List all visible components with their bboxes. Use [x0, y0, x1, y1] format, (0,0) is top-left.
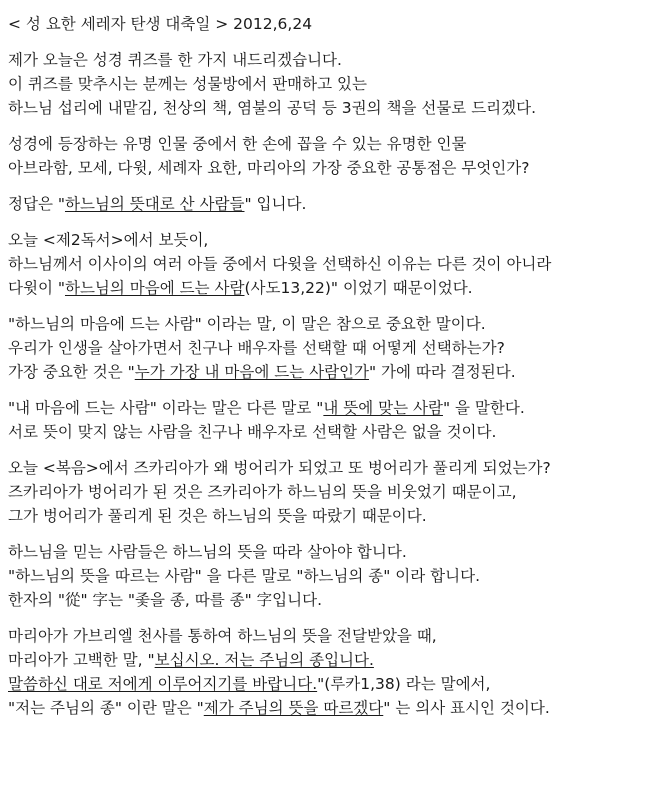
document-body: [8, 48, 662, 720]
text-line: [8, 624, 662, 648]
text-segment: 가장 중요한 것은 ": [8, 363, 135, 381]
paragraph: [8, 228, 662, 300]
text-line: [8, 696, 662, 720]
text-line: [8, 156, 662, 180]
text-segment: 오늘 <복음>에서 즈카리아가 왜 벙어리가 되었고 또 벙어리가 풀리게 되었는가?: [8, 459, 551, 477]
text-line: [8, 96, 662, 120]
text-segment: 다윗이 ": [8, 279, 65, 297]
text-line: [8, 420, 662, 444]
text-segment: 그가 벙어리가 풀리게 된 것은 하느님의 뜻을 따랐기 때문이다.: [8, 507, 427, 525]
text-segment: 아브라함, 모세, 다윗, 세례자 요한, 마리아의 가장 중요한 공통점은 무엇인가?: [8, 159, 530, 177]
text-segment: "하느님의 마음에 드는 사람" 이라는 말, 이 말은 참으로 중요한 말이다.: [8, 315, 486, 333]
text-segment: 마리아가 고백한 말, ": [8, 651, 155, 669]
text-segment: 제가 오늘은 성경 퀴즈를 한 가지 내드리겠습니다.: [8, 51, 342, 69]
text-segment: 하느님 섭리에 내맡김, 천상의 책, 염불의 공덕 등 3권의 책을 선물로 드리겠다.: [8, 99, 537, 117]
text-segment: 성경에 등장하는 유명 인물 중에서 한 손에 꼽을 수 있는 유명한 인물: [8, 135, 467, 153]
text-line: [8, 48, 662, 72]
text-line: [8, 360, 662, 384]
paragraph: [8, 192, 662, 216]
text-segment: " 가에 따라 결정된다.: [369, 363, 516, 381]
text-segment: 하느님께서 이사이의 여러 아들 중에서 다윗을 선택하신 이유는 다른 것이 아니라: [8, 255, 552, 273]
text-segment: 우리가 인생을 살아가면서 친구나 배우자를 선택할 때 어떻게 선택하는가?: [8, 339, 505, 357]
paragraph: [8, 48, 662, 120]
text-segment: "저는 주님의 종" 이란 말은 ": [8, 699, 204, 717]
text-segment: (사도13,22)" 이었기 때문이었다.: [244, 279, 473, 297]
paragraph: [8, 456, 662, 528]
text-line: [8, 456, 662, 480]
text-line: [8, 252, 662, 276]
paragraph: [8, 540, 662, 612]
text-segment: " 입니다.: [244, 195, 307, 213]
text-segment: 즈카리아가 벙어리가 된 것은 즈카리아가 하느님의 뜻을 비웃었기 때문이고,: [8, 483, 517, 501]
text-segment: 마리아가 가브리엘 천사를 통하여 하느님의 뜻을 전달받았을 때,: [8, 627, 437, 645]
text-line: [8, 396, 662, 420]
paragraph: [8, 624, 662, 720]
text-line: [8, 504, 662, 528]
text-line: [8, 132, 662, 156]
paragraph: [8, 396, 662, 444]
text-segment: 오늘 <제2독서>에서 보듯이,: [8, 231, 209, 249]
text-line: [8, 228, 662, 252]
text-segment: 정답은 ": [8, 195, 65, 213]
page-title: < 성 요한 세레자 탄생 대축일 > 2012,6,24: [8, 15, 313, 33]
text-segment: " 는 의사 표시인 것이다.: [383, 699, 550, 717]
underlined-text: 하느님의 뜻대로 산 사람들: [64, 195, 245, 213]
text-line: [8, 276, 662, 300]
text-segment: 하느님을 믿는 사람들은 하느님의 뜻을 따라 살아야 합니다.: [8, 543, 407, 561]
text-line: [8, 648, 662, 672]
underlined-text: 누가 가장 내 마음에 드는 사람인가: [134, 363, 369, 381]
underlined-text: 말씀하신 대로 저에게 이루어지기를 바랍니다.: [8, 675, 318, 693]
paragraph: [8, 312, 662, 384]
text-segment: 이 퀴즈를 맞추시는 분께는 성물방에서 판매하고 있는: [8, 75, 367, 93]
text-line: [8, 72, 662, 96]
underlined-text: 내 뜻에 맞는 사람: [323, 399, 443, 417]
text-line: [8, 588, 662, 612]
text-line: [8, 192, 662, 216]
text-line: [8, 312, 662, 336]
text-line: [8, 336, 662, 360]
underlined-text: 제가 주님의 뜻을 따르겠다: [203, 699, 384, 717]
text-line: [8, 480, 662, 504]
text-line: [8, 540, 662, 564]
text-segment: "(루카1,38) 라는 말에서,: [317, 675, 491, 693]
underlined-text: 하느님의 마음에 드는 사람: [64, 279, 245, 297]
paragraph: [8, 132, 662, 180]
text-line: [8, 672, 662, 696]
text-line: [8, 564, 662, 588]
text-segment: 한자의 "從" 字는 "좇을 종, 따를 종" 字입니다.: [8, 591, 323, 609]
text-segment: " 을 말한다.: [442, 399, 525, 417]
underlined-text: 보십시오. 저는 주님의 종입니다.: [154, 651, 374, 669]
text-segment: "내 마음에 드는 사람" 이라는 말은 다른 말로 ": [8, 399, 324, 417]
text-segment: 서로 뜻이 맞지 않는 사람을 친구나 배우자로 선택할 사람은 없을 것이다.: [8, 423, 497, 441]
text-segment: "하느님의 뜻을 따르는 사람" 을 다른 말로 "하느님의 종" 이라 합니다.: [8, 567, 481, 585]
